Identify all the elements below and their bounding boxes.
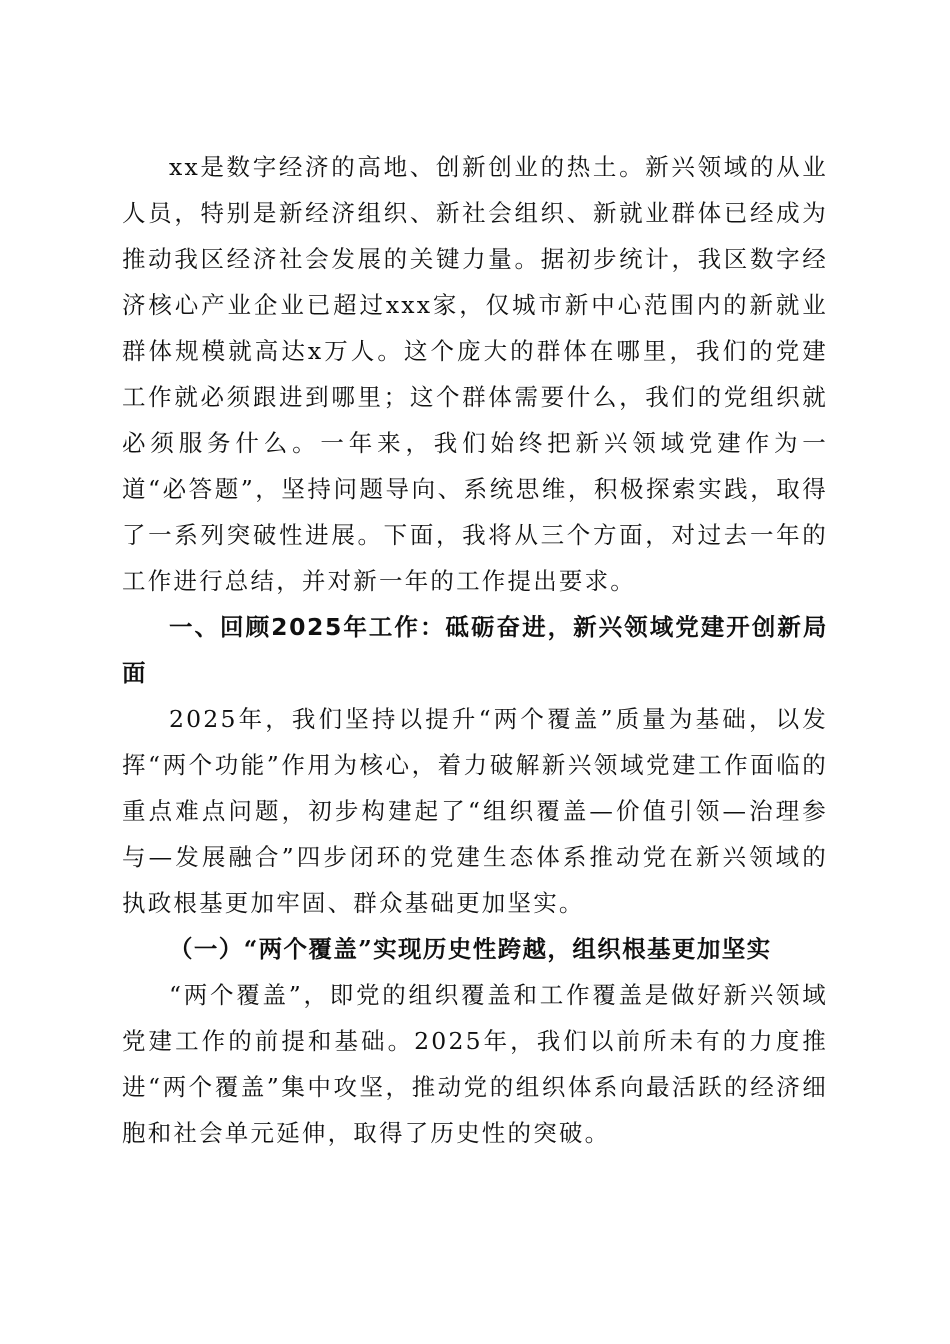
subsection-heading: （一）“两个覆盖”实现历史性跨越，组织根基更加坚实 xyxy=(169,935,772,963)
intro-paragraph: xx是数字经济的高地、创新创业的热土。新兴领域的从业人员，特别是新经济组织、新社会组织、新就业群体已经成为推动我区经济社会发展的关键力量。据初步统计，我区数字经济核心产业企业已超过xxx家，仅城市新中心范围内的新就业群体规模就高达x万人。这个庞大的群体在哪里，我们的党建工作就必须跟进到哪里；这个群体需要什么，我们的党组织就必须服务什么。一年来，我们始终把新兴领域党建作为一道“必答题”，坚持问题导向、系统思维，积极探索实践，取得了一系列突破性进展。下面，我将从三个方面，对过去一年的工作进行总结，并对新一年的工作提出要求。 xyxy=(122,153,828,595)
section-heading: 一、回顾2025年工作：砥砺奋进，新兴领域党建开创新局面 xyxy=(122,613,828,687)
section-body-paragraph: 2025年，我们坚持以提升“两个覆盖”质量为基础，以发挥“两个功能”作用为核心，着力破解新兴领域党建工作面临的重点难点问题，初步构建起了“组织覆盖—价值引领—治理参与—发展融合”四步闭环的党建生态体系推动党在新兴领域的执政根基更加牢固、群众基础更加坚实。 xyxy=(122,705,828,917)
document-page xyxy=(122,144,828,1156)
subsection-body-paragraph: “两个覆盖”，即党的组织覆盖和工作覆盖是做好新兴领域党建工作的前提和基础。2025年，我们以前所未有的力度推进“两个覆盖”集中攻坚，推动党的组织体系向最活跃的经济细胞和社会单元延伸，取得了历史性的突破。 xyxy=(122,981,828,1147)
